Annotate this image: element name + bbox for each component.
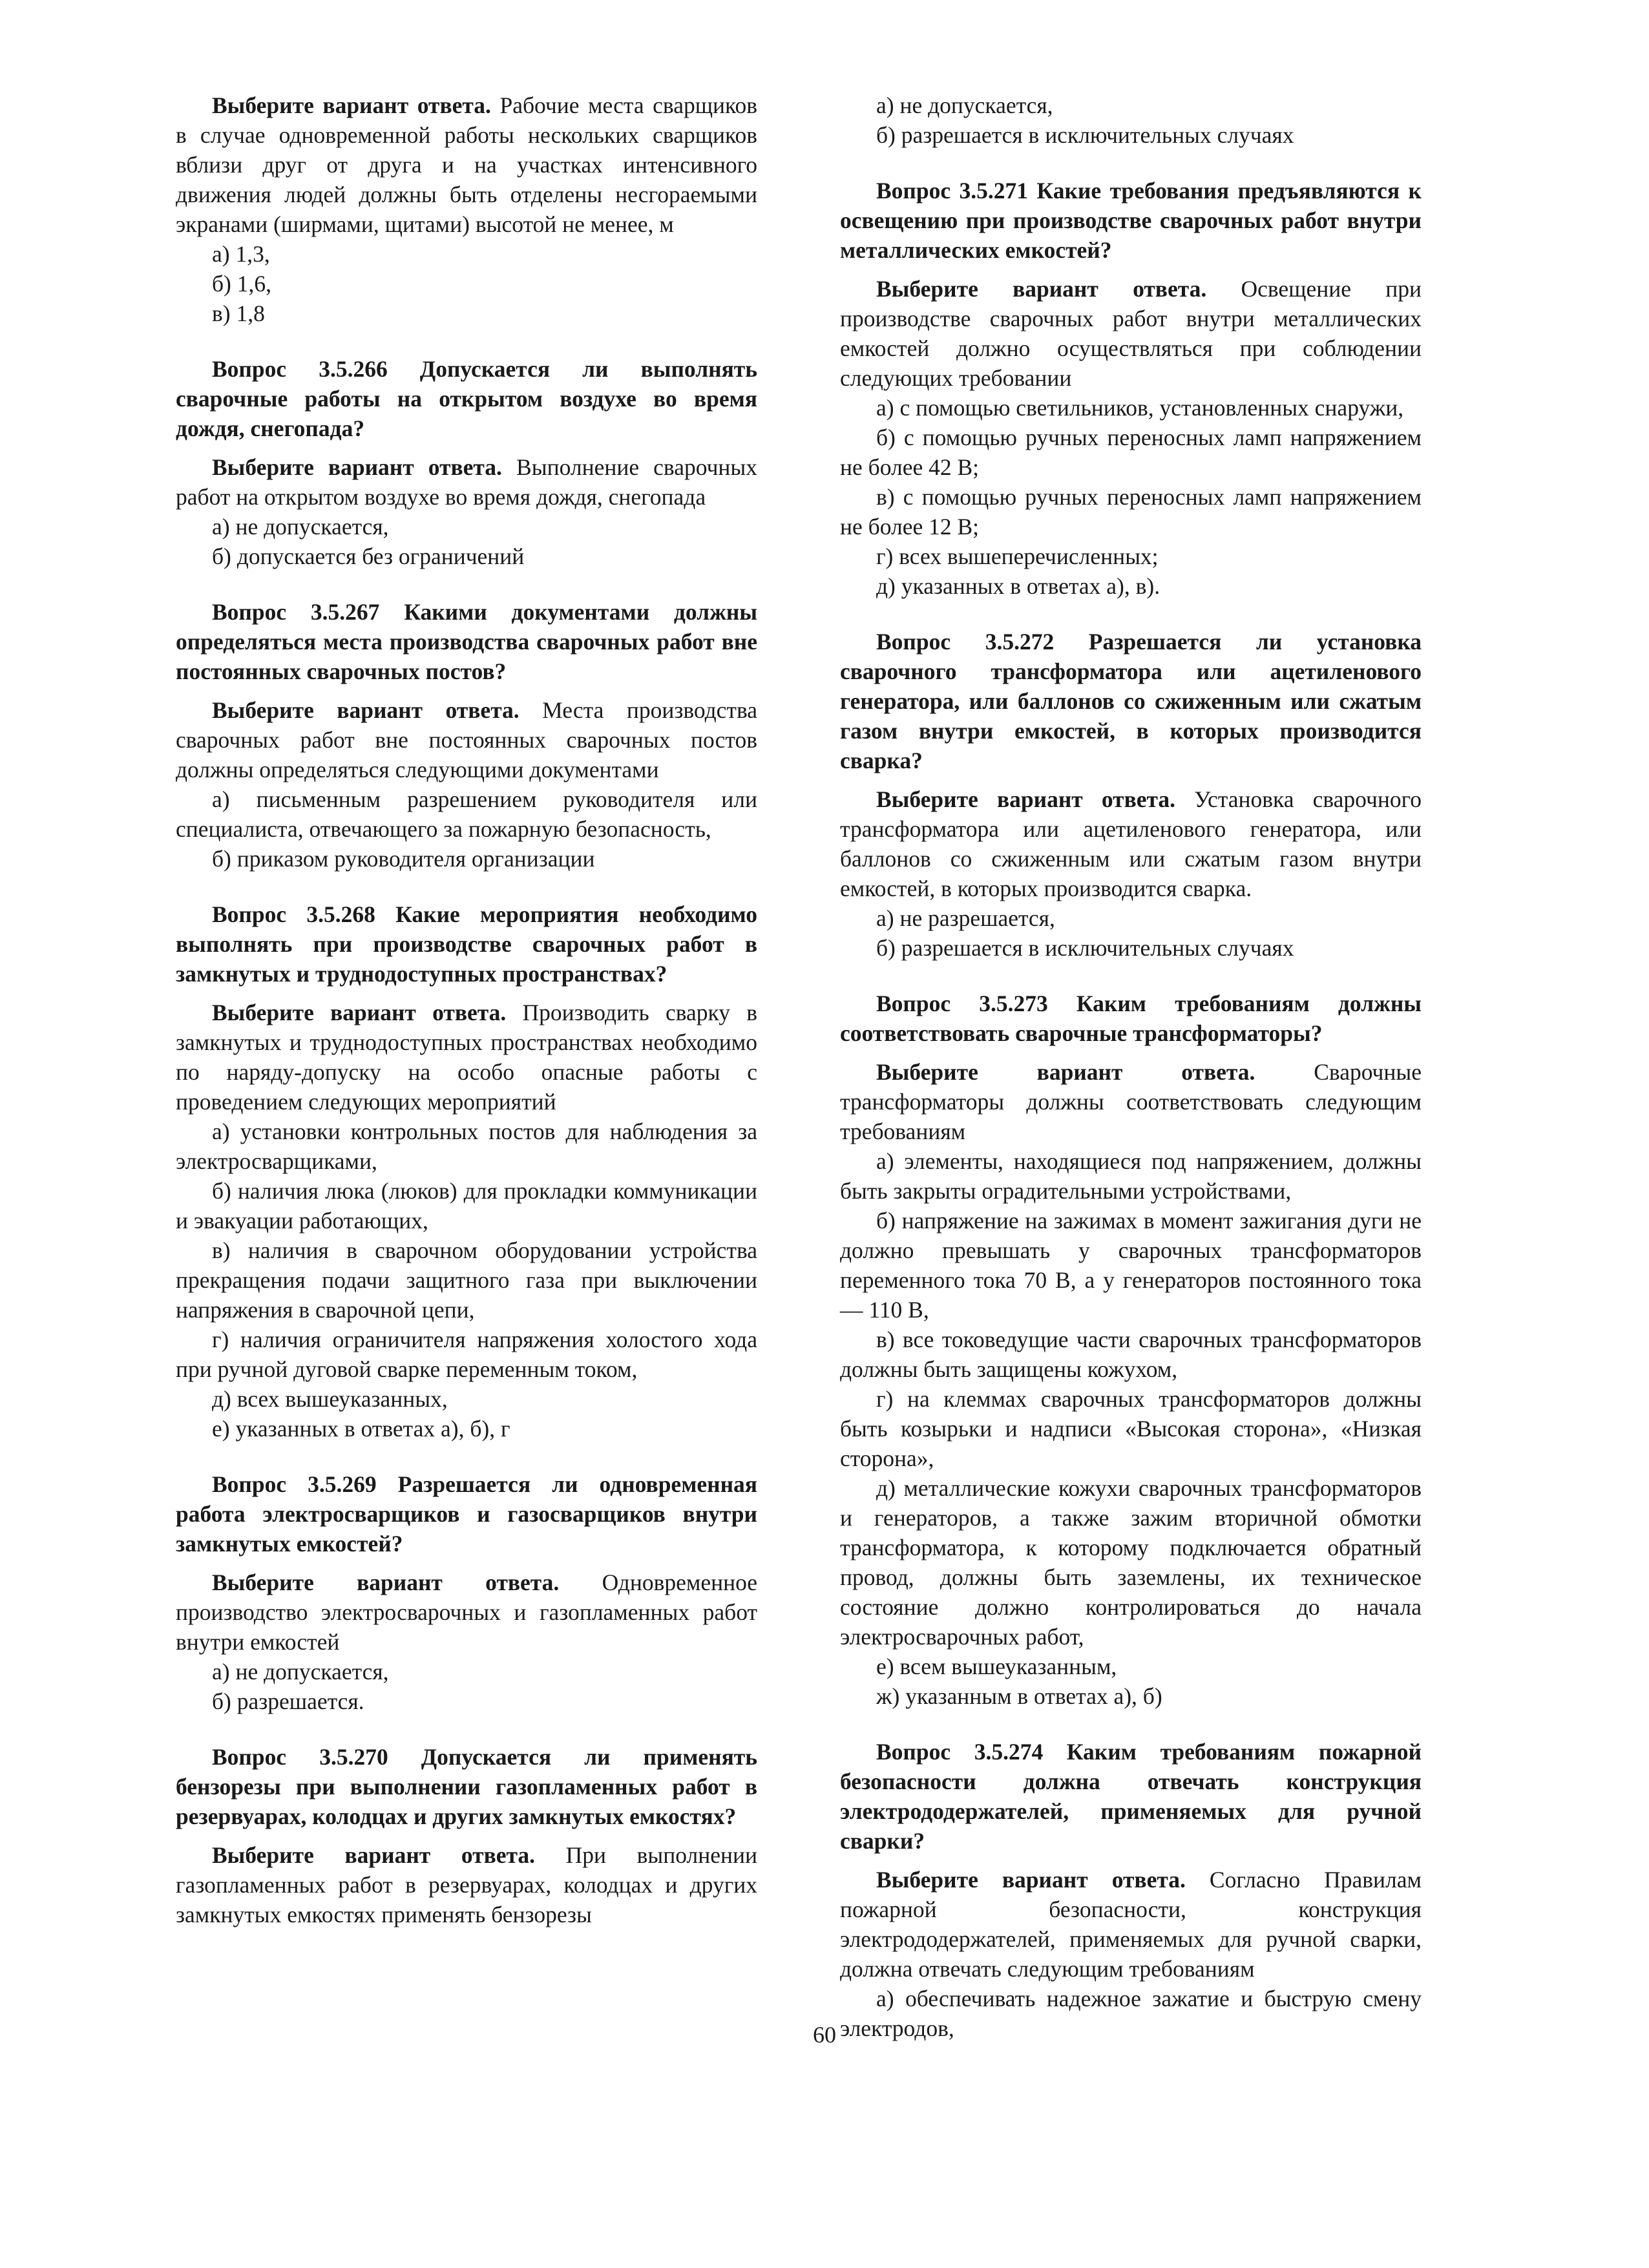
option: б) допускается без ограничений — [212, 543, 525, 569]
answer-prompt: Выберите вариант ответа. — [212, 1570, 560, 1595]
option: б) разрешается. — [212, 1688, 364, 1714]
question-title: Вопрос 3.5.270 Допускается ли применять бензорезы при выполнении газопламенных работ в резервуарах, колодцах и других замкнутых емкостях? — [176, 1744, 757, 1829]
option: а) 1,3, — [212, 241, 270, 267]
option: б) с помощью ручных переносных ламп напряжением не более 42 В; — [840, 425, 1422, 480]
answer-prompt: Выберите вариант ответа. — [212, 92, 491, 118]
option: г) наличия ограничителя напряжения холостого хода при ручной дуговой сварке переменным током, — [176, 1327, 757, 1382]
question-title: Вопрос 3.5.267 Какими документами должны определяться места производства сварочных работ вне постоянных сварочных постов? — [176, 599, 757, 684]
option: б) приказом руководителя организации — [212, 846, 595, 872]
option: б) разрешается в исключительных случаях — [876, 935, 1294, 961]
option: а) не допускается, — [212, 514, 389, 540]
option: д) указанных в ответах а), в). — [876, 573, 1161, 599]
option: е) указанных в ответах а), б), г — [212, 1416, 510, 1442]
question-body — [176, 1840, 757, 1929]
option: б) напряжение на зажимах в момент зажигания дуги не должно превышать у сварочных трансформаторов переменного тока 70 В, а у генераторов постоянного тока — 110 В, — [840, 1208, 1422, 1323]
option: а) письменным разрешением руководителя или специалиста, отвечающего за пожарную безопасность, — [176, 786, 757, 842]
question-body — [840, 784, 1422, 903]
intro-paragraph — [176, 90, 757, 239]
intro-text: Рабочие места сварщиков в случае одновременной работы нескольких сварщиков вблизи друг от друга и на участках интенсивного движения людей должны быть отделены несгораемыми экранами (ширмами, щитами) высотой не менее, м — [176, 92, 758, 237]
question-title: Вопрос 3.5.271 Какие требования предъявляются к освещению при производстве сварочных работ внутри металлических емкостей? — [840, 178, 1422, 263]
answer-prompt: Выберите вариант ответа. — [876, 276, 1207, 302]
answer-prompt: Выберите вариант ответа. — [876, 786, 1175, 812]
option: а) не разрешается, — [876, 905, 1055, 931]
answer-prompt: Выберите вариант ответа. — [212, 1000, 507, 1025]
option: д) всех вышеуказанных, — [212, 1386, 448, 1412]
option: в) с помощью ручных переносных ламп напряжением не более 12 В; — [840, 484, 1422, 540]
question-body — [176, 452, 757, 512]
question-body — [176, 998, 757, 1117]
question-text: Производить сварку в замкнутых и труднодоступных пространствах необходимо по наряду-допуску на особо опасные работы с проведением следующих мероприятий — [176, 1000, 758, 1115]
answer-prompt: Выберите вариант ответа. — [212, 697, 520, 723]
option: е) всем вышеуказанным, — [876, 1654, 1117, 1679]
question-text: При выполнении газопламенных работ в резервуарах, колодцах и других замкнутых емкостях применять бензорезы — [176, 1842, 758, 1927]
question-title: Вопрос 3.5.266 Допускается ли выполнять сварочные работы на открытом воздухе во время дождя, снегопада? — [176, 356, 757, 441]
option: в) 1,8 — [212, 300, 265, 326]
left-column — [176, 90, 757, 1929]
question-text: Согласно Правилам пожарной безопасности, конструкция электрододержателей, применяемых для ручной сварки, должна отвечать следующим требованиям — [840, 1867, 1422, 1982]
option: б) 1,6, — [212, 271, 272, 297]
option: а) с помощью светильников, установленных снаружи, — [876, 395, 1404, 421]
question-title: Вопрос 3.5.268 Какие мероприятия необходимо выполнять при производстве сварочных работ в замкнутых и труднодоступных пространствах? — [176, 901, 757, 987]
answer-prompt: Выберите вариант ответа. — [876, 1059, 1255, 1085]
answer-prompt: Выберите вариант ответа. — [212, 1842, 535, 1868]
answer-prompt: Выберите вариант ответа. — [876, 1867, 1186, 1893]
option: ж) указанным в ответах а), б) — [876, 1683, 1162, 1709]
question-body — [840, 1057, 1422, 1146]
option: а) элементы, находящиеся под напряжением, должны быть закрыты оградительными устройствами, — [840, 1148, 1422, 1204]
option: в) все токоведущие части сварочных трансформаторов должны быть защищены кожухом, — [840, 1327, 1422, 1382]
question-body — [840, 1865, 1422, 1984]
question-text: Освещение при производстве сварочных работ внутри металлических емкостей должно осуществляться при соблюдении следующих требовании — [840, 276, 1422, 391]
option: а) установки контрольных постов для наблюдения за электросварщиками, — [176, 1118, 757, 1174]
option: д) металлические кожухи сварочных трансформаторов и генераторов, а также зажим вторичной обмотки трансформатора, к которому подключается обратный провод, должны быть заземлены, их техническое состояние должно контролироваться до начала электросварочных работ, — [840, 1475, 1422, 1650]
option: г) на клеммах сварочных трансформаторов должны быть козырьки и надписи «Высокая сторона», «Низкая сторона», — [840, 1386, 1422, 1471]
right-column — [840, 90, 1422, 2043]
option: б) наличия люка (люков) для прокладки коммуникации и эвакуации работающих, — [176, 1178, 757, 1234]
question-title: Вопрос 3.5.272 Разрешается ли установка сварочного трансформатора или ацетиленового генератора, или баллонов со сжиженным или сжатым газом внутри емкостей, в которых производится сварка? — [840, 629, 1422, 773]
option: б) разрешается в исключительных случаях — [876, 122, 1294, 148]
answer-prompt: Выберите вариант ответа. — [212, 454, 502, 480]
question-title: Вопрос 3.5.269 Разрешается ли одновременная работа электросварщиков и газосварщиков внутри замкнутых емкостей? — [176, 1471, 757, 1557]
question-body — [176, 1568, 757, 1657]
question-body — [840, 274, 1422, 393]
option: а) не допускается, — [212, 1659, 389, 1685]
option: а) не допускается, — [876, 92, 1053, 118]
option: в) наличия в сварочном оборудовании устройства прекращения подачи защитного газа при выключении напряжения в сварочной цепи, — [176, 1237, 757, 1323]
question-text: Выполнение сварочных работ на открытом воздухе во время дождя, снегопада — [176, 454, 758, 510]
question-title: Вопрос 3.5.274 Каким требованиям пожарной безопасности должна отвечать конструкция электрододержателей, применяемых для ручной сварки? — [840, 1739, 1422, 1854]
question-text: Одновременное производство электросварочных и газопламенных работ внутри емкостей — [176, 1570, 758, 1655]
question-text: Места производства сварочных работ вне постоянных сварочных постов должны определяться следующими документами — [176, 697, 757, 782]
page-number: 60 — [813, 2022, 836, 2048]
question-text: Сварочные трансформаторы должны соответствовать следующим требованиям — [840, 1059, 1422, 1144]
option: г) всех вышеперечисленных; — [876, 543, 1159, 569]
question-body — [176, 695, 757, 784]
question-title: Вопрос 3.5.273 Каким требованиям должны соответствовать сварочные трансформаторы? — [840, 991, 1422, 1046]
question-text: Установка сварочного трансформатора или ацетиленового генератора, или баллонов со сжиженным или сжатым газом внутри емкостей, в которых производится сварка. — [840, 786, 1422, 901]
option: а) обеспечивать надежное зажатие и быструю смену электродов, — [840, 1986, 1422, 2041]
